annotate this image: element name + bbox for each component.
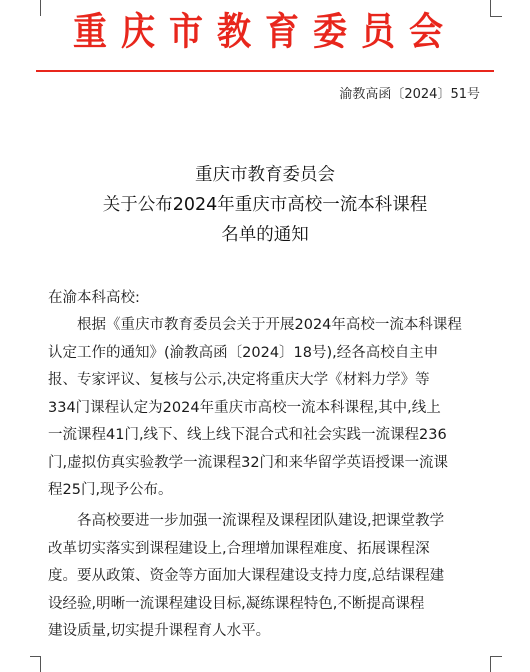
- document-number: 渝教高函〔2024〕51号: [339, 87, 480, 102]
- paragraph-line: 建设质量,切实提升课程育人水平。: [48, 623, 271, 639]
- paragraph-line: 门,虚拟仿真实验教学一流课程32门和来华留学英语授课一流课: [48, 454, 449, 471]
- paragraph-line: 设经验,明晰一流课程建设目标,凝练课程特色,不断提高课程: [48, 595, 425, 612]
- letterhead-red-rule: [36, 70, 494, 72]
- title-line-1: 重庆市教育委员会: [195, 165, 335, 185]
- document-title: [0, 160, 530, 250]
- paragraph-line: 认定工作的通知》(渝教高函〔2024〕18号),经各高校自主申: [48, 344, 439, 361]
- paragraph-line: 一流课程41门,线下、线上线下混合式和社会实践一流课程236: [48, 427, 447, 443]
- paragraph-line: 报、专家评议、复核与公示,决定将重庆大学《材料力学》等: [48, 372, 430, 388]
- paragraph-line: 改革切实落实到课程建设上,合理增加课程难度、拓展课程深: [48, 540, 430, 557]
- crop-mark-bottom-left-vertical: [40, 656, 41, 672]
- paragraph-line: 各高校要进一步加强一流课程及课程团队建设,把课堂教学: [77, 513, 445, 529]
- paragraph-line: 程25门,现予公布。: [48, 482, 173, 498]
- paragraph-line: 根据《重庆市教育委员会关于开展2024年高校一流本科课程: [77, 317, 462, 333]
- addressee: 在渝本科高校:: [48, 290, 140, 306]
- letterhead-title: 重庆市教育委员会: [73, 9, 457, 55]
- crop-mark-bottom-right-vertical: [490, 656, 491, 672]
- paragraph-line: 度。要从政策、资金等方面加大课程建设支持力度,总结课程建: [48, 568, 445, 584]
- title-line-2: 关于公布2024年重庆市高校一流本科课程: [102, 195, 428, 215]
- body-paragraph-2: [48, 508, 488, 646]
- title-line-3: 名单的通知: [221, 225, 309, 245]
- body-paragraph-1: [48, 312, 488, 505]
- crop-mark-bottom-right-horizontal: [490, 656, 502, 657]
- paragraph-line: 334门课程认定为2024年重庆市高校一流本科课程,其中,线上: [48, 399, 441, 416]
